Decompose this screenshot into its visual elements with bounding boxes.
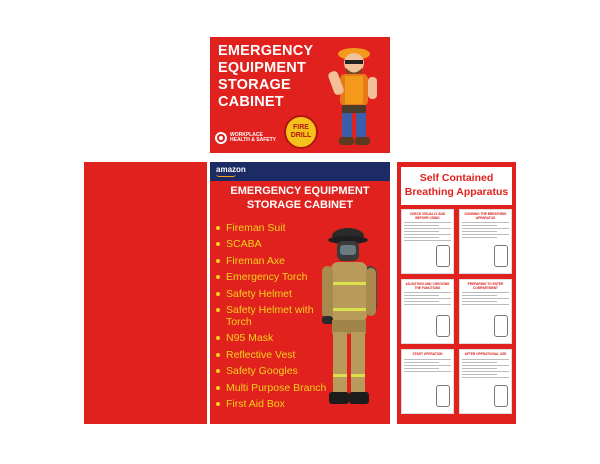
scba-step-title: START OPERATION (412, 352, 443, 356)
equipment-item: N95 Mask (216, 332, 328, 344)
logo-text-line: HEALTH & SAFETY (230, 137, 277, 143)
top-title-line: EMERGENCY (218, 43, 314, 59)
scba-step-title: PREPARING TO ENTER COMPARTMENT (467, 282, 504, 290)
badge-text: DRILL (290, 132, 312, 139)
scba-step-card (459, 209, 512, 274)
scba-step-title: CHECK VISUALLY AND BEFORE USING (409, 212, 446, 220)
scba-title-box (401, 167, 512, 205)
equipment-item: Multi Purpose Branch (216, 382, 328, 394)
equipment-item: Safety Helmet (216, 288, 328, 300)
logo-ring-icon (215, 132, 227, 144)
top-title-line: CABINET (218, 94, 284, 110)
scba-title (401, 171, 512, 199)
center-title-line: EMERGENCY EQUIPMENT (230, 185, 370, 197)
top-sign-title (218, 43, 328, 111)
center-title-line: STORAGE CABINET (246, 199, 354, 211)
brand-logo: amazon (216, 165, 246, 174)
top-title-line: EQUIPMENT (218, 60, 306, 76)
equipment-item: Safety Googles (216, 365, 328, 377)
scba-step-card (401, 279, 454, 344)
scba-figure-icon (436, 385, 450, 407)
scba-step-card (401, 349, 454, 414)
equipment-item: SCABA (216, 238, 328, 250)
center-cabinet-panel (210, 162, 390, 424)
scba-figure-icon (436, 315, 450, 337)
brand-bar (210, 162, 390, 181)
scba-figure-icon (436, 245, 450, 267)
fire-drill-badge (284, 115, 318, 149)
top-cabinet-sign (210, 37, 390, 153)
right-scba-panel (397, 162, 516, 424)
badge-text: FIRE (293, 124, 309, 131)
equipment-item: Fireman Axe (216, 255, 328, 267)
workplace-health-logo (215, 132, 276, 144)
scba-title-line: Self Contained (419, 172, 494, 184)
equipment-item: Safety Helmet with Torch (216, 304, 328, 328)
scba-title-line: Breathing Apparatus (404, 186, 509, 198)
scba-step-card (459, 279, 512, 344)
equipment-item: Fireman Suit (216, 222, 328, 234)
firefighter-illustration (318, 224, 386, 416)
equipment-list (216, 222, 328, 414)
top-title-line: STORAGE (218, 77, 291, 93)
scba-step-title: DONNING THE BREATHING APPARATUS (464, 212, 507, 220)
scba-step-title: ADJUSTING AND CHECKING THE FUNCTIONS (405, 282, 450, 290)
scba-step-card (401, 209, 454, 274)
left-cabinet-panel (84, 162, 207, 424)
scba-figure-icon (494, 385, 508, 407)
brand-smile-icon (216, 174, 236, 177)
scba-step-card (459, 349, 512, 414)
equipment-item: Emergency Torch (216, 271, 328, 283)
worker-mascot-illustration (322, 41, 386, 151)
scba-step-title: AFTER OPERATIONAL USE (464, 352, 507, 356)
logo-text-line: WORKPLACE (230, 131, 263, 138)
scba-figure-icon (494, 245, 508, 267)
equipment-item: Reflective Vest (216, 349, 328, 361)
equipment-item: First Aid Box (216, 398, 328, 410)
center-panel-title (210, 184, 390, 212)
scba-figure-icon (494, 315, 508, 337)
